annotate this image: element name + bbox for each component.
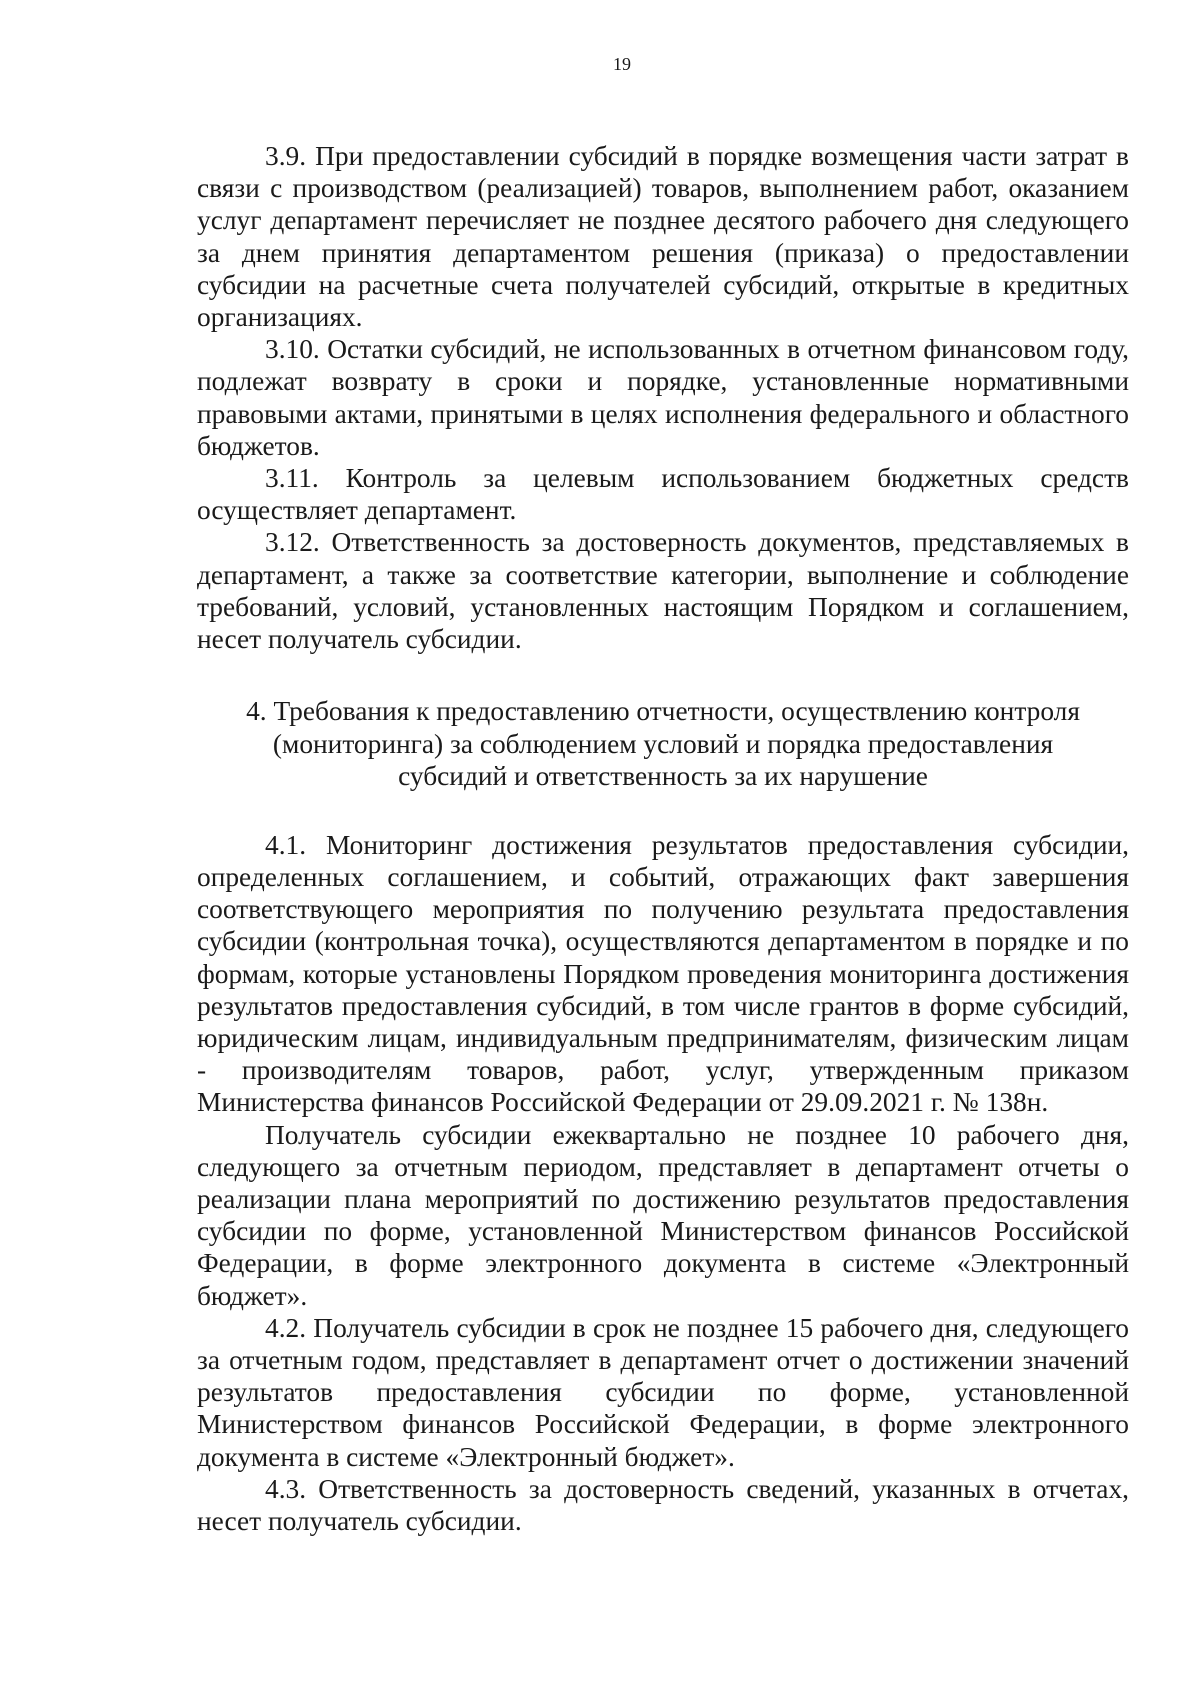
paragraph-3-10: 3.10. Остатки субсидий, не использованных в отчетном финансовом году, подлежат возврату в сроки и порядке, установленные нормативными правовыми актами, принятыми в целях исполнения федерального и областного бюджетов. xyxy=(197,334,1129,461)
paragraph-3-12: 3.12. Ответственность за достоверность документов, представляемых в департамент, а также за соответствие категории, выполнение и соблюдение требований, условий, установленных настоящим Порядком и соглашением, несет получатель субсидии. xyxy=(197,527,1129,655)
paragraph-3-11: 3.11. Контроль за целевым использованием бюджетных средств осуществляет департамент. xyxy=(197,463,1129,526)
paragraph-4-1: 4.1. Мониторинг достижения результатов предоставления субсидии, определенных соглашением, и событий, отражающих факт завершения соответствующего мероприятия по получению результата предоставления субсидии (контрольная точка), осуществляются департаментом в порядке и по формам, которые установлены Порядком проведения мониторинга достижения результатов предоставления субсидий, в том числе грантов в форме субсидий, юридическим лицам, индивидуальным предпринимателям, физическим лицам - производителям товаров, работ, услуг, утвержденным приказом Министерства финансов Российской Федерации от 29.09.2021 г. № 138н. xyxy=(197,829,1129,1118)
section-heading-4: 4. Требования к предоставлению отчетности, осуществлению контроля (мониторинга) за соблюдением условий и порядка предоставления субсидий и ответственность за их нарушение xyxy=(246,696,1080,792)
document-body xyxy=(197,140,1129,1537)
paragraph-4-3: 4.3. Ответственность за достоверность сведений, указанных в отчетах, несет получатель субсидии. xyxy=(197,1473,1129,1537)
paragraph-3-9: 3.9. При предоставлении субсидий в порядке возмещения части затрат в связи с производством (реализацией) товаров, выполнением работ, оказанием услуг департамент перечисляет не позднее десятого рабочего дня следующего за днем принятия департаментом решения (приказа) о предоставлении субсидии на расчетные счета получателей субсидий, открытые в кредитных организациях. xyxy=(197,141,1129,333)
paragraph-4-2: 4.2. Получатель субсидии в срок не позднее 15 рабочего дня, следующего за отчетным годом, представляет в департамент отчет о достижении значений результатов предоставления субсидии по форме, установленной Министерством финансов Российской Федерации, в форме электронного документа в системе «Электронный бюджет». xyxy=(197,1312,1129,1472)
paragraph-4-1-quarterly-report: Получатель субсидии ежеквартально не позднее 10 рабочего дня, следующего за отчетным периодом, представляет в департамент отчеты о реализации плана мероприятий по достижению результатов предоставления субсидии по форме, установленной Министерством финансов Российской Федерации, в форме электронного документа в системе «Электронный бюджет». xyxy=(197,1119,1129,1311)
page-number: 19 xyxy=(613,54,631,74)
